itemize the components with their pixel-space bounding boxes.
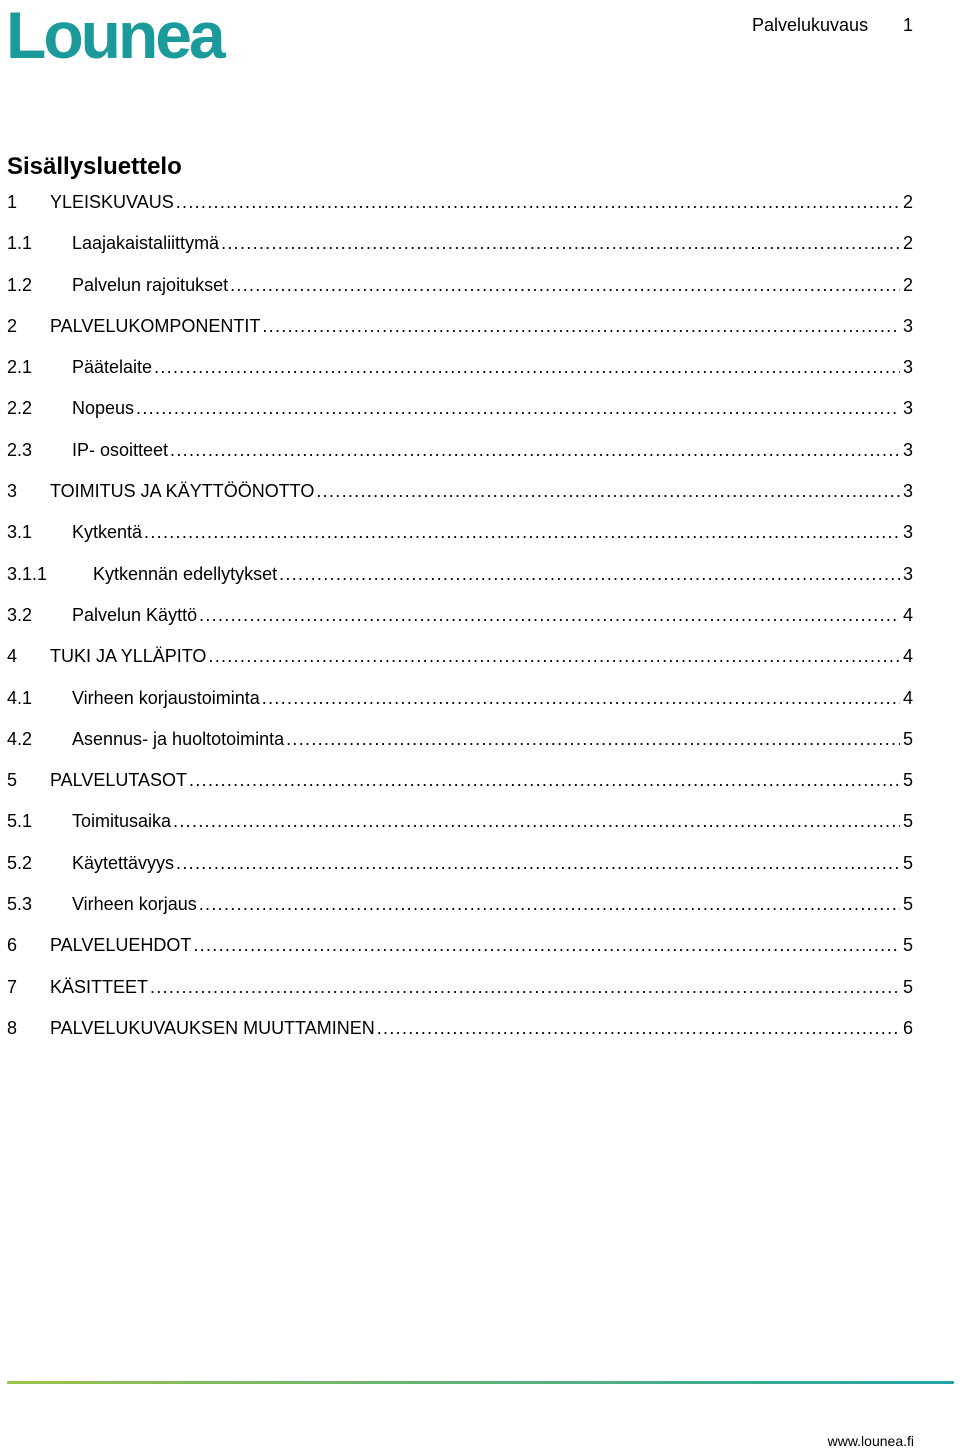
toc-dot-leader [193, 933, 900, 957]
toc-entry-line [72, 892, 913, 916]
toc-entry-line [50, 314, 913, 338]
table-of-contents [7, 190, 913, 1057]
toc-dot-leader [136, 396, 900, 420]
footer-rule [7, 1381, 954, 1384]
toc-dot-leader [221, 231, 900, 255]
toc-entry-title: YLEISKUVAUS [50, 192, 174, 212]
toc-dot-leader [199, 892, 900, 916]
toc-entry-number: 4 [7, 646, 18, 667]
toc-entry-line [50, 1016, 913, 1040]
toc-entry[interactable] [7, 768, 913, 809]
toc-entry-number: 3.1.1 [7, 563, 48, 584]
toc-entry[interactable] [7, 686, 913, 727]
toc-dot-leader [173, 809, 900, 833]
toc-entry[interactable] [7, 644, 913, 685]
toc-entry[interactable] [7, 520, 913, 561]
toc-entry[interactable] [7, 851, 913, 892]
toc-entry[interactable] [7, 1016, 913, 1057]
toc-entry-title: PALVELUKUVAUKSEN MUUTTAMINEN [50, 1017, 375, 1038]
toc-dot-leader [377, 1016, 900, 1040]
toc-entry-line [72, 851, 913, 875]
toc-entry-line [72, 231, 913, 255]
toc-entry-title: Nopeus [72, 398, 135, 419]
toc-entry[interactable] [7, 479, 913, 520]
toc-entry-page: 3 [902, 315, 913, 336]
toc-entry-title: PALVELUKOMPONENTIT [50, 315, 261, 336]
toc-entry[interactable] [7, 314, 913, 355]
toc-entry-title: Kytkentä [72, 522, 143, 543]
page-number: 1 [903, 15, 914, 35]
toc-entry-number: 3.2 [7, 604, 33, 625]
toc-dot-leader [150, 975, 900, 999]
toc-dot-leader [316, 479, 900, 503]
toc-entry-line [72, 809, 913, 833]
toc-entry-title: PALVELUEHDOT [50, 935, 192, 956]
toc-entry-number: 3 [7, 481, 18, 502]
toc-entry-page: 2 [902, 192, 913, 212]
document-title: Palvelukuvaus [752, 15, 869, 35]
toc-entry-line [72, 396, 913, 420]
toc-entry-page: 5 [902, 976, 913, 997]
toc-entry-line [50, 768, 913, 792]
toc-dot-leader [176, 851, 900, 875]
toc-entry-title: Kytkennän edellytykset [93, 563, 278, 584]
toc-entry-line [50, 644, 913, 668]
toc-entry-line [72, 355, 913, 379]
toc-dot-leader [176, 190, 900, 214]
toc-entry-title: IP- osoitteet [72, 439, 169, 460]
toc-entry[interactable] [7, 438, 913, 479]
toc-entry-title: Käytettävyys [72, 852, 175, 873]
toc-entry-page: 5 [902, 770, 913, 791]
toc-entry-number: 7 [7, 976, 18, 997]
toc-entry-number: 2.3 [7, 439, 33, 460]
toc-entry[interactable] [7, 562, 913, 603]
toc-entry-number: 3.1 [7, 522, 33, 543]
toc-dot-leader [279, 562, 900, 586]
toc-entry-number: 6 [7, 935, 18, 956]
toc-entry-page: 5 [902, 811, 913, 832]
toc-entry-line [72, 520, 913, 544]
toc-entry-page: 3 [902, 522, 913, 543]
toc-entry[interactable] [7, 727, 913, 768]
toc-entry-title: Päätelaite [72, 357, 153, 378]
toc-entry-title: Asennus- ja huoltotoiminta [72, 728, 285, 749]
toc-dot-leader [154, 355, 900, 379]
toc-entry-title: Palvelun rajoitukset [72, 274, 229, 295]
toc-entry[interactable] [7, 603, 913, 644]
toc-entry-title: Virheen korjaus [72, 894, 197, 915]
toc-entry-page: 3 [902, 398, 913, 419]
toc-entry-number: 2 [7, 315, 18, 336]
toc-entry-title: TUKI JA YLLÄPITO [50, 646, 207, 667]
toc-entry-title: PALVELUTASOT [50, 770, 188, 791]
toc-entry-number: 1.2 [7, 274, 33, 295]
toc-entry-page: 2 [902, 233, 913, 254]
toc-entry-page: 3 [902, 563, 913, 584]
toc-dot-leader [189, 768, 900, 792]
toc-entry-title: Virheen korjaustoiminta [72, 687, 260, 708]
toc-entry-page: 3 [902, 357, 913, 378]
toc-entry[interactable] [7, 190, 913, 231]
toc-entry-page: 3 [902, 481, 913, 502]
toc-entry-line [93, 562, 913, 586]
toc-entry-line [50, 479, 913, 503]
toc-entry-page: 5 [902, 852, 913, 873]
toc-entry-number: 5.3 [7, 894, 33, 915]
toc-entry-number: 5.1 [7, 811, 33, 832]
toc-entry-number: 8 [7, 1017, 18, 1038]
toc-dot-leader [262, 686, 900, 710]
toc-entry-number: 2.1 [7, 357, 33, 378]
toc-entry[interactable] [7, 396, 913, 437]
toc-entry-line [72, 603, 913, 627]
toc-entry[interactable] [7, 231, 913, 272]
toc-entry-page: 6 [902, 1017, 913, 1038]
toc-entry-number: 4.1 [7, 687, 33, 708]
toc-entry[interactable] [7, 975, 913, 1016]
toc-dot-leader [286, 727, 900, 751]
toc-entry[interactable] [7, 355, 913, 396]
toc-entry-number: 5 [7, 770, 18, 791]
toc-dot-leader [199, 603, 900, 627]
toc-dot-leader [262, 314, 900, 338]
toc-entry-page: 3 [902, 439, 913, 460]
toc-entry-title: Laajakaistaliittymä [72, 233, 220, 254]
toc-entry-line [72, 438, 913, 462]
toc-entry-page: 5 [902, 894, 913, 915]
toc-entry-line [72, 686, 913, 710]
toc-entry-number: 1.1 [7, 233, 33, 254]
toc-entry-page: 4 [902, 646, 913, 667]
toc-heading: Sisällysluettelo [7, 153, 182, 180]
toc-dot-leader [230, 273, 900, 297]
toc-entry-page: 2 [902, 274, 913, 295]
toc-dot-leader [170, 438, 900, 462]
toc-entry[interactable] [7, 933, 913, 974]
toc-dot-leader [144, 520, 900, 544]
lounea-logo: Lounea [6, 0, 223, 72]
toc-entry-title: KÄSITTEET [50, 976, 149, 997]
toc-entry-title: TOIMITUS JA KÄYTTÖÖNOTTO [50, 481, 315, 502]
toc-entry-page: 5 [902, 728, 913, 749]
toc-entry-page: 5 [902, 935, 913, 956]
toc-entry-page: 4 [902, 604, 913, 625]
toc-entry-line [50, 190, 913, 214]
toc-entry-page: 4 [902, 687, 913, 708]
toc-entry-number: 1 [7, 192, 18, 212]
toc-entry-line [72, 273, 913, 297]
toc-entry-number: 2.2 [7, 398, 33, 419]
toc-entry[interactable] [7, 892, 913, 933]
footer-url[interactable]: www.lounea.fi [827, 1433, 914, 1449]
toc-entry-title: Toimitusaika [72, 811, 172, 832]
toc-dot-leader [208, 644, 900, 668]
toc-entry-title: Palvelun Käyttö [72, 604, 198, 625]
toc-entry[interactable] [7, 809, 913, 850]
toc-entry-number: 4.2 [7, 728, 33, 749]
toc-entry-line [50, 933, 913, 957]
toc-entry[interactable] [7, 273, 913, 314]
toc-entry-number: 5.2 [7, 852, 33, 873]
toc-entry-line [72, 727, 913, 751]
toc-entry-line [50, 975, 913, 999]
